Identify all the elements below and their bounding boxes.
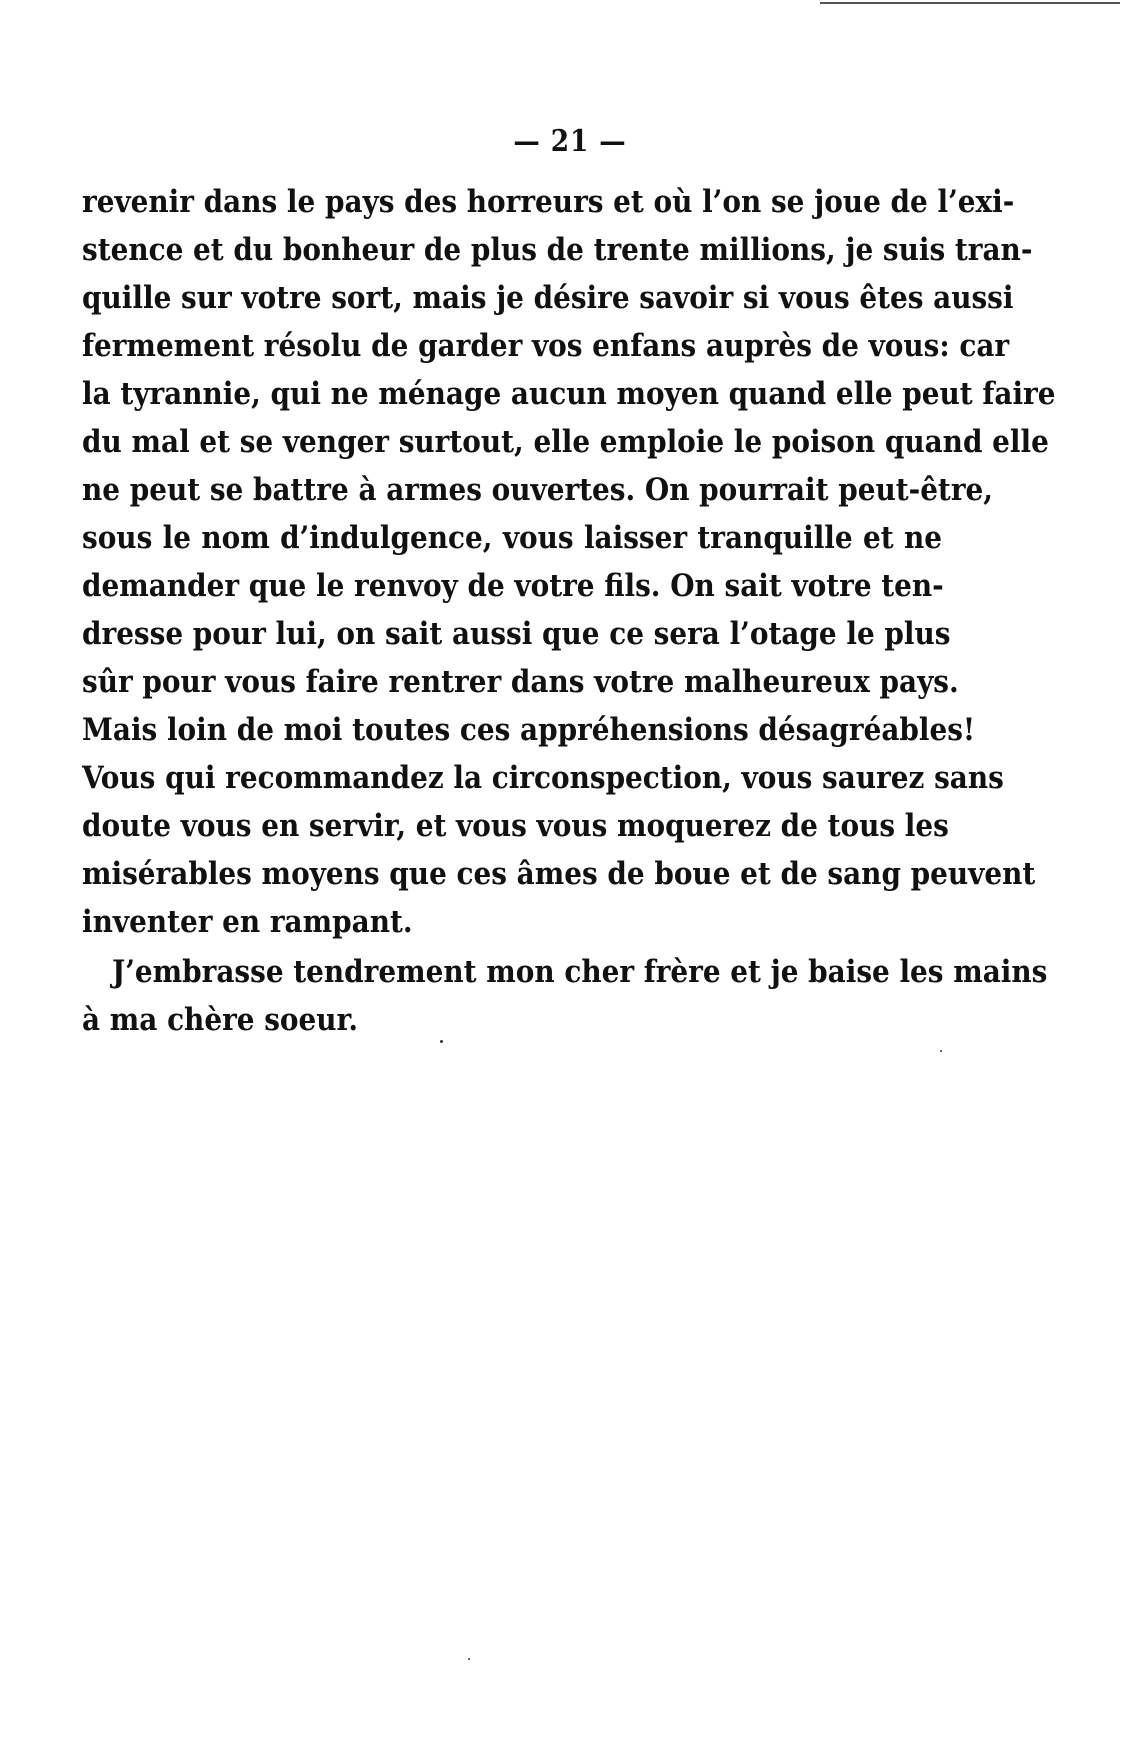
text-line: inventer en rampant. bbox=[82, 904, 413, 940]
text-line: Vous qui recommandez la circonspection, vous saurez sans bbox=[82, 760, 1004, 796]
page-number: — 21 — bbox=[513, 124, 627, 159]
paragraph-2 bbox=[82, 948, 1048, 1044]
text-line: stence et du bonheur de plus de trente millions, je suis tran- bbox=[82, 232, 1033, 268]
text-line: ne peut se battre à armes ouvertes. On pourrait peut-être, bbox=[82, 472, 993, 508]
top-edge-rule bbox=[820, 2, 1120, 4]
print-speck bbox=[440, 1040, 443, 1043]
text-line: du mal et se venger surtout, elle emploie le poison quand elle bbox=[82, 424, 1049, 460]
print-speck bbox=[940, 1050, 942, 1052]
body-text bbox=[82, 178, 1056, 1044]
text-line: sûr pour vous faire rentrer dans votre malheureux pays. bbox=[82, 664, 959, 700]
text-line: à ma chère soeur. bbox=[82, 1002, 359, 1038]
text-line: demander que le renvoy de votre fils. On sait votre ten- bbox=[82, 568, 944, 604]
text-line: doute vous en servir, et vous vous moquerez de tous les bbox=[82, 808, 949, 844]
print-speck bbox=[468, 1658, 470, 1660]
text-line: Mais loin de moi toutes ces appréhensions désagréables! bbox=[82, 712, 976, 748]
text-line: la tyrannie, qui ne ménage aucun moyen quand elle peut faire bbox=[82, 376, 1056, 412]
text-line: dresse pour lui, on sait aussi que ce sera l’otage le plus bbox=[82, 616, 951, 652]
text-line: fermement résolu de garder vos enfans auprès de vous: car bbox=[82, 328, 1010, 364]
text-line: misérables moyens que ces âmes de boue et de sang peuvent bbox=[82, 856, 1036, 892]
text-line: sous le nom d’indulgence, vous laisser tranquille et ne bbox=[82, 520, 942, 556]
text-line: revenir dans le pays des horreurs et où l’on se joue de l’exi- bbox=[82, 184, 1015, 220]
text-line: quille sur votre sort, mais je désire savoir si vous êtes aussi bbox=[82, 280, 1014, 316]
text-line: J’embrasse tendrement mon cher frère et je baise les mains bbox=[112, 954, 1048, 990]
paragraph-1 bbox=[82, 178, 1056, 946]
